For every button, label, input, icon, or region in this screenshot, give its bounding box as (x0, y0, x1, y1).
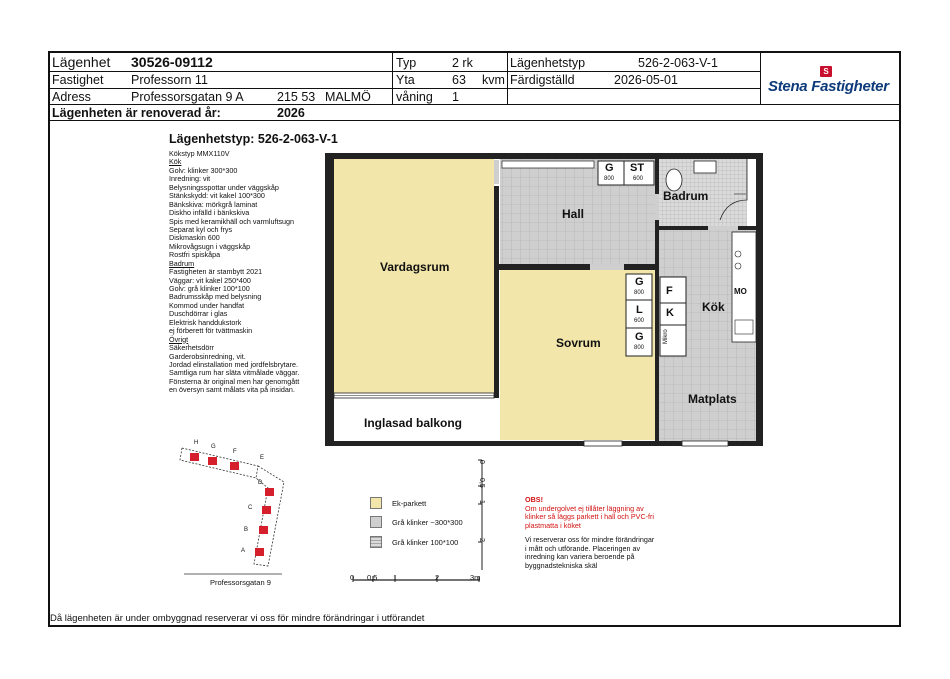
header-col-line (392, 51, 393, 104)
fixture-width: 600 (633, 176, 644, 182)
spec-line: Kökstyp MMX110V (169, 149, 230, 158)
site-letter-b: B (244, 527, 249, 533)
legend-klinker100: Grå klinker 100*100 (392, 538, 459, 547)
spec-line: Elektrisk handdukstork (169, 317, 242, 327)
apartment-number: 30526-09112 (131, 54, 213, 70)
apartment-type-title: Lägenhetstyp: 526-2-063-V-1 (169, 132, 338, 146)
legend-parkett: Ek-parkett (392, 499, 427, 508)
scale-tick-h: 0 (350, 573, 355, 582)
room-label-badrum: Badrum (663, 189, 709, 203)
spec-line: Väggar: vit kakel 250*400 (169, 275, 251, 285)
header-col-line (760, 51, 761, 104)
spec-line: ej förberett för tvättmaskin (169, 326, 253, 336)
spec-section-heading: Övrigt (169, 334, 189, 344)
spec-line: Garderobsinredning, vit. (169, 351, 246, 361)
obs-red-line: plastmatta i köket (525, 521, 581, 531)
spec-line: Duschdörrar i glas (169, 309, 228, 319)
fixture-mo-kok: MO (734, 287, 747, 296)
address-street: Professorsgatan 9 A (131, 90, 244, 104)
address-city: MALMÖ (325, 90, 371, 104)
fixture-g-sovrum-2: G (635, 331, 644, 343)
fixture-st-hall: ST (630, 162, 645, 174)
stena-flag-icon: S (820, 66, 832, 77)
room-label-matplats: Matplats (688, 392, 737, 406)
spec-line: en översyn samt målats vita på insidan. (169, 385, 295, 395)
spec-line: Golv: klinker 300*300 (169, 165, 238, 175)
spec-line: Separat kyl och frys (169, 224, 233, 234)
scale-tick-v: 0,5 (478, 478, 485, 488)
legend-klinker300: Grå klinker ~300*300 (392, 518, 463, 527)
spec-line: Fastigheten är stambytt 2021 (169, 267, 263, 277)
spec-line: Säkerhetsdörr (169, 343, 215, 353)
obs-line: inredning kan variera beroende på (525, 552, 635, 562)
header-col-line (507, 51, 508, 104)
room-label-balkong: Inglasad balkong (364, 416, 463, 430)
site-letter-h: H (194, 440, 199, 446)
address-zip: 215 53 (277, 90, 316, 104)
site-letter-f: F (233, 449, 237, 455)
type-value: 2 rk (452, 56, 473, 70)
obs-red-line: klinker så läggs parkett i hall och PVC-fri (525, 512, 655, 522)
vardagsrum-floor (334, 158, 494, 394)
room-label-sovrum: Sovrum (556, 336, 601, 350)
spec-line: Jordad elinstallation med jordfelsbrytare. (169, 359, 299, 369)
site-street: Professorsgatan 9 (210, 578, 271, 587)
obs-note (525, 496, 654, 571)
address-label: Adress (52, 90, 91, 104)
fixture-g-hall: G (605, 162, 614, 174)
scale-tick-h: 0,5 (367, 573, 378, 582)
scale-bars (348, 456, 498, 584)
property-label: Fastighet (52, 73, 104, 87)
spec-line: Fönsterna är original men har genomgått (169, 376, 300, 386)
site-letter-d: D (258, 480, 263, 486)
stena-logo: Stena Fastigheter (768, 78, 889, 95)
spec-line: Golv: grå klinker 100*100 (169, 284, 250, 293)
spec-line: Kommod under handfat (169, 300, 245, 310)
fixture-k-kok: K (666, 307, 674, 319)
footer-disclaimer: Då lägenheten är under ombyggnad reserverar vi oss för mindre förändringar i utförandet (50, 613, 425, 624)
site-letter-c: C (248, 505, 253, 511)
renovated-value: 2026 (277, 106, 305, 120)
spec-line: Inredning: vit (169, 174, 211, 184)
site-letter-e: E (260, 455, 265, 461)
fixture-f-kok: F (666, 285, 673, 297)
scale-tick-v: 2 (478, 538, 485, 542)
spec-list (169, 150, 299, 395)
completed-label: Färdigställd (510, 73, 575, 87)
room-label-vardagsrum: Vardagsrum (380, 260, 450, 274)
obs-line: byggnadstekniska skäl (525, 560, 598, 570)
property-name: Professorn 11 (131, 73, 208, 87)
header-row-line (48, 120, 901, 121)
header-row-line (48, 71, 760, 72)
spec-line: Diskmaskin 600 (169, 233, 220, 243)
spec-line: Diskho infälld i bänkskiva (169, 208, 250, 218)
scale-tick-v: 0 (478, 460, 485, 464)
obs-line: Vi reserverar oss för mindre förändringar (525, 534, 655, 544)
header-row-line (48, 88, 760, 89)
fixture-width: 800 (634, 345, 645, 351)
fixture-g-sovrum: G (635, 276, 644, 288)
spec-line: Stänkskydd: vit kakel 100*300 (169, 191, 265, 201)
spec-line: Mikrovågsugn i väggskåp (169, 241, 251, 251)
header-row-line (48, 104, 901, 105)
site-letter-a: A (241, 548, 246, 554)
scale-tick-h: 3m (470, 573, 481, 582)
spec-line: Rostfri spiskåpa (169, 250, 221, 260)
room-label-hall: Hall (562, 207, 585, 221)
area-unit: kvm (482, 73, 505, 87)
spec-section-heading: Kök (169, 157, 182, 167)
floor-label: våning (396, 90, 433, 104)
type-label: Typ (396, 56, 417, 70)
spec-section-heading: Badrum (169, 258, 195, 268)
apt-type-label: Lägenhetstyp (510, 56, 586, 70)
completed-value: 2026-05-01 (614, 73, 678, 87)
scale-tick-h: 2 (435, 573, 440, 582)
floor-value: 1 (452, 90, 459, 104)
scale-tick-h: 1 (393, 573, 398, 582)
spec-line: Spis med keramikhäll och varmluftsugn (169, 216, 295, 226)
spec-line: Samtliga rum har släta vitmålade väggar. (169, 368, 300, 378)
site-letter-g: G (211, 444, 216, 450)
fixture-l-sovrum: L (636, 304, 643, 316)
apartment-label: Lägenhet (52, 54, 111, 70)
fixture-width: 800 (604, 176, 615, 182)
obs-line: i mått och utförande. Placeringen av (525, 543, 641, 553)
renovated-label: Lägenheten är renoverad år: (52, 106, 221, 120)
fixture-width: 600 (634, 318, 645, 324)
spec-line: Badrumsskåp med belysning (169, 292, 262, 302)
obs-title: OBS! (525, 495, 543, 504)
spec-line: Belysningsspottar under väggskåp (169, 182, 279, 192)
scale-tick-v: 1 (478, 500, 485, 504)
site-plan (170, 436, 300, 576)
obs-red-line: Om undergolvet ej tillåter läggning av (525, 503, 644, 513)
spec-line: Bänkskiva: mörkgrå laminat (169, 199, 258, 209)
area-label: Yta (396, 73, 415, 87)
fixture-width: 800 (634, 290, 645, 296)
area-value: 63 (452, 73, 466, 87)
fixture-mikro-kok: Mikro (663, 329, 669, 344)
apt-type-value: 526-2-063-V-1 (638, 56, 718, 70)
room-label-kok: Kök (702, 300, 725, 314)
